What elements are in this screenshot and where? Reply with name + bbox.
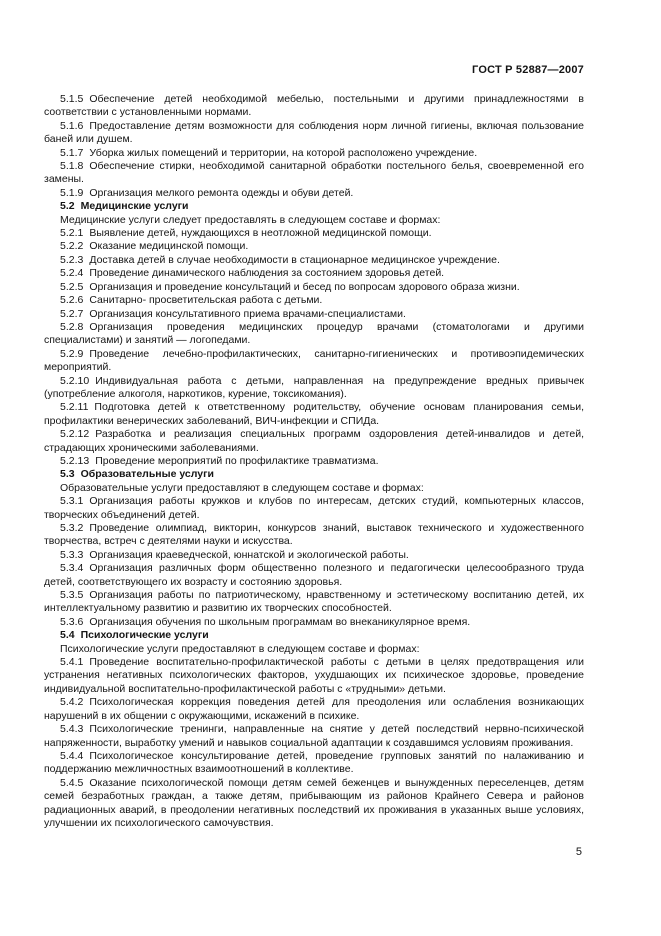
clause-number: 5.2.11: [60, 401, 89, 414]
clause-number: 5.1.8: [60, 160, 84, 173]
section-heading: [44, 468, 584, 481]
clause-text: Обеспечение стирки, необходимой санитарной обработки постельного белья, своевременной его замены.: [44, 160, 584, 186]
clause-paragraph: [44, 482, 584, 495]
clause-number: 5.2.12: [60, 428, 90, 441]
clause-number: 5.2.3: [60, 253, 84, 266]
clause-number: 5.2.9: [60, 347, 84, 360]
clause-paragraph: [44, 281, 584, 294]
clause-number: 5.2.13: [60, 454, 90, 467]
clause-number: 5.4.2: [60, 696, 84, 709]
clause-number: 5.1.6: [60, 119, 84, 132]
clause-text: Организация мелкого ремонта одежды и обуви детей.: [89, 186, 354, 199]
clause-text: Психологические услуги предоставляют в следующем составе и формах:: [60, 642, 420, 655]
clause-number: 5.1.7: [60, 146, 84, 159]
clause-number: 5.2.7: [60, 307, 84, 320]
clause-number: 5.2.5: [60, 280, 84, 293]
page-number: 5: [575, 846, 582, 858]
clause-text: Организация консультативного приема врачами-специалистами.: [89, 307, 406, 320]
clause-text: Организация краеведческой, юннатской и экологической работы.: [89, 548, 409, 561]
clause-paragraph: [44, 214, 584, 227]
clause-text: Уборка жилых помещений и территории, на которой расположено учреждение.: [89, 146, 478, 159]
running-head-standard-code: ГОСТ Р 52887—2007: [472, 64, 584, 76]
clause-text: Организация и проведение консультаций и бесед по вопросам здорового образа жизни.: [89, 280, 520, 293]
clause-paragraph: [44, 455, 584, 468]
clause-text: Обеспечение детей необходимой мебелью, постельными и другими принадлежностями в соответствии с установленными нормами.: [44, 93, 584, 119]
clause-number: 5.3.3: [60, 548, 84, 561]
clause-text: Выявление детей, нуждающихся в неотложной медицинской помощи.: [89, 227, 432, 240]
clause-number: 5.3: [60, 468, 75, 481]
clause-text: Индивидуальная работа с детьми, направленная на предупреждение вредных привычек (употребление алкоголя, наркотиков, курение, токсикомания).: [44, 374, 584, 400]
clause-text: Организация работы кружков и клубов по интересам, детских студий, компьютерных классов, творческих объединений детей.: [44, 495, 584, 521]
clause-number: 5.4: [60, 629, 75, 642]
clause-paragraph: [44, 522, 584, 549]
clause-text: Санитарно- просветительская работа с детьми.: [89, 294, 323, 307]
clause-paragraph: [44, 120, 584, 147]
clause-paragraph: [44, 589, 584, 616]
section-heading: [44, 200, 584, 213]
clause-paragraph: [44, 723, 584, 750]
clause-text: Образовательные услуги: [80, 468, 214, 481]
clause-number: 5.4.3: [60, 723, 84, 736]
clause-paragraph: [44, 643, 584, 656]
clause-text: Оказание медицинской помощи.: [89, 240, 249, 253]
clause-paragraph: [44, 375, 584, 402]
clause-paragraph: [44, 696, 584, 723]
clause-number: 5.2.6: [60, 294, 84, 307]
clause-text: Подготовка детей к ответственному родительству, обучение основам планирования семьи, профилактики венерических заболеваний, ВИЧ-инфекции и СПИДа.: [44, 401, 584, 427]
clause-paragraph: [44, 147, 584, 160]
clause-paragraph: [44, 750, 584, 777]
clause-paragraph: [44, 160, 584, 187]
clause-text: Предоставление детям возможности для соблюдения норм личной гигиены, включая пользование баней или душем.: [44, 119, 584, 146]
clause-text: Психологические тренинги, направленные на снятие у детей последствий нервно-психической напряженности, выработку умений и навыков социальной адаптации к создавшимся условиям проживания.: [44, 723, 584, 749]
clause-number: 5.2.10: [60, 374, 90, 387]
clause-text: Проведение лечебно-профилактических, санитарно-гигиенических и противоэпидемических мероприятий.: [44, 347, 584, 374]
clause-paragraph: [44, 187, 584, 200]
clause-number: 5.2.4: [60, 267, 84, 280]
clause-text: Разработка и реализация специальных программ оздоровления детей-инвалидов и детей, страдающих хроническими заболеваниями.: [44, 428, 584, 454]
clause-text: Проведение олимпиад, викторин, конкурсов знаний, выставок технического и художественного творчества, встреч с деятелями науки и искусства.: [44, 522, 584, 548]
clause-paragraph: [44, 227, 584, 240]
section-heading: [44, 629, 584, 642]
clause-text: Психологическая коррекция поведения детей для преодоления или ослабления возникающих нарушений в их общении с окружающими, искажений в психике.: [44, 696, 584, 722]
clause-text: Проведение динамического наблюдения за состоянием здоровья детей.: [89, 267, 445, 280]
clause-text: Образовательные услуги предоставляют в следующем составе и формах:: [60, 481, 424, 494]
clause-text: Организация различных форм общественно полезного и педагогически целесообразного труда детей, соответствующего их возрасту и состоянию здоровья.: [44, 562, 584, 588]
clause-paragraph: [44, 348, 584, 375]
clause-paragraph: [44, 428, 584, 455]
clause-paragraph: [44, 254, 584, 267]
clause-text: Организация проведения медицинских процедур врачами (стоматологами и другими специалистами) и занятий — логопедами.: [44, 320, 584, 347]
clause-number: 5.3.1: [60, 495, 84, 508]
clause-text: Организация обучения по школьным программам во внеканикулярное время.: [89, 615, 471, 628]
clause-paragraph: [44, 267, 584, 280]
clause-paragraph: [44, 308, 584, 321]
clause-number: 5.1.5: [60, 93, 84, 105]
clause-text: Медицинские услуги: [80, 200, 189, 213]
clause-number: 5.2: [60, 200, 75, 213]
clause-number: 5.1.9: [60, 186, 84, 199]
clause-text: Организация работы по патриотическому, нравственному и эстетическому воспитанию детей, их интеллектуальному развитию и развитию их творческих способностей.: [44, 589, 584, 615]
clause-number: 5.3.6: [60, 615, 84, 628]
document-body: [44, 93, 584, 830]
clause-number: 5.3.4: [60, 562, 84, 575]
clause-paragraph: [44, 495, 584, 522]
clause-text: Психологические услуги: [80, 629, 209, 642]
clause-paragraph: [44, 562, 584, 589]
clause-paragraph: [44, 549, 584, 562]
clause-paragraph: [44, 294, 584, 307]
clause-text: Проведение мероприятий по профилактике травматизма.: [95, 454, 379, 467]
clause-number: 5.3.2: [60, 522, 84, 534]
clause-number: 5.4.4: [60, 749, 84, 762]
clause-text: Доставка детей в случае необходимости в стационарное медицинское учреждение.: [89, 253, 500, 266]
clause-paragraph: [44, 656, 584, 696]
clause-number: 5.2.8: [60, 320, 84, 333]
clause-number: 5.3.5: [60, 589, 84, 602]
clause-text: Оказание психологической помощи детям семей беженцев и вынужденных переселенцев, детям семей безработных граждан, а также детям, прибывающим из районов Крайнего Севера и районов радиационных аварий, в преодолении негативных последствий их проживания в указанных выше условиях, улучшении их психологического самочувствия.: [44, 776, 584, 829]
clause-paragraph: [44, 321, 584, 348]
clause-text: Медицинские услуги следует предоставлять в следующем составе и формах:: [60, 213, 441, 226]
clause-number: 5.4.5: [60, 776, 84, 789]
clause-text: Психологическое консультирование детей, проведение групповых занятий по налаживанию и поддержанию межличностных взаимоотношений в коллективе.: [44, 749, 584, 776]
clause-paragraph: [44, 616, 584, 629]
clause-paragraph: [44, 240, 584, 253]
clause-number: 5.2.1: [60, 227, 84, 240]
clause-paragraph: [44, 93, 584, 120]
clause-paragraph: [44, 777, 584, 831]
clause-paragraph: [44, 401, 584, 428]
clause-number: 5.4.1: [60, 656, 84, 669]
clause-number: 5.2.2: [60, 240, 84, 253]
clause-text: Проведение воспитательно-профилактической работы с детьми в целях предотвращения или устранения негативных психологических факторов, ухудшающих их психическое здоровье, проведение индивидуальной воспитательно-профилактической работы с «трудными» детьми.: [44, 656, 584, 695]
